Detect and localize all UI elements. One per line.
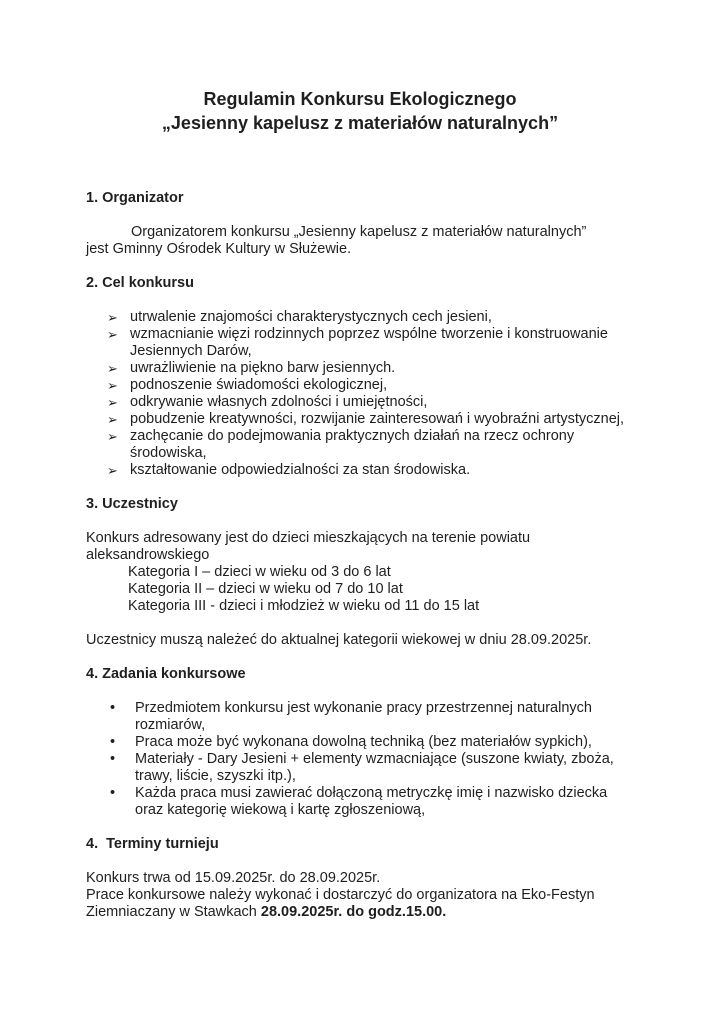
list-item-text: wzmacnianie więzi rodzinnych poprzez wspólne tworzenie i konstruowanie Jesiennych Darów,: [130, 326, 608, 359]
list-item: [86, 700, 634, 734]
disc-bullet-icon: •: [110, 734, 116, 750]
arrow-bullet-icon: ➢: [107, 429, 118, 444]
list-item: [86, 462, 634, 479]
terminy-deadline: 28.09.2025r. do godz.15.00.: [260, 904, 447, 920]
category-line: Kategoria I – dzieci w wieku od 3 do 6 lat: [128, 564, 391, 580]
list-item-text: kształtowanie odpowiedzialności za stan środowiska.: [130, 462, 471, 478]
section-heading-zadania: 4. Zadania konkursowe: [86, 666, 246, 682]
list-item: [86, 411, 634, 428]
list-item-text: zachęcanie do podejmowania praktycznych działań na rzecz ochrony środowiska,: [130, 428, 575, 461]
list-item: [86, 394, 634, 411]
list-item-text: Materiały - Dary Jesieni + elementy wzmacniające (suszone kwiaty, zboża, trawy, liście, szyszki itp.),: [135, 751, 614, 784]
cel-list: [86, 309, 634, 479]
section-heading-terminy: 4. Terminy turnieju: [86, 836, 219, 852]
organizator-line1: Organizatorem konkursu „Jesienny kapelusz z materiałów naturalnych”: [131, 224, 587, 240]
list-item: [86, 734, 634, 751]
terminy-paragraph: [86, 870, 634, 921]
category-line: Kategoria III - dzieci i młodzież w wieku od 11 do 15 lat: [128, 598, 480, 614]
list-item-text: Praca może być wykonana dowolną techniką (bez materiałów sypkich),: [135, 734, 592, 750]
uczestnicy-categories: [86, 564, 634, 615]
section-heading-cel: 2. Cel konkursu: [86, 275, 194, 291]
list-item: [86, 428, 634, 462]
list-item-text: odkrywanie własnych zdolności i umiejętności,: [130, 394, 428, 410]
arrow-bullet-icon: ➢: [107, 463, 118, 478]
uczestnicy-intro: Konkurs adresowany jest do dzieci mieszkających na terenie powiatu aleksandrowskiego: [86, 530, 531, 563]
terminy-line3-normal: Ziemniaczany w Stawkach: [86, 904, 261, 920]
arrow-bullet-icon: ➢: [107, 412, 118, 427]
organizator-paragraph: [86, 224, 634, 258]
section-heading-organizator: 1. Organizator: [86, 190, 184, 206]
arrow-bullet-icon: ➢: [107, 327, 118, 342]
zadania-list: [86, 700, 634, 819]
organizator-line2: jest Gminny Ośrodek Kultury w Służewie.: [86, 241, 352, 257]
list-item-text: Każda praca musi zawierać dołączoną metryczkę imię i nazwisko dziecka oraz kategorię wiekową i kartę zgłoszeniową,: [135, 785, 608, 818]
terminy-line2: Prace konkursowe należy wykonać i dostarczyć do organizatora na Eko-Festyn: [86, 887, 595, 903]
category-line: Kategoria II – dzieci w wieku od 7 do 10 lat: [128, 581, 403, 597]
section-heading-uczestnicy: 3. Uczestnicy: [86, 496, 178, 512]
list-item-text: pobudzenie kreatywności, rozwijanie zainteresowań i wyobraźni artystycznej,: [130, 411, 625, 427]
terminy-line3: [86, 904, 634, 921]
disc-bullet-icon: •: [110, 785, 116, 801]
arrow-bullet-icon: ➢: [107, 310, 118, 325]
document-title-line2: „Jesienny kapelusz z materiałów naturalnych”: [161, 113, 559, 133]
disc-bullet-icon: •: [110, 751, 116, 767]
uczestnicy-note: Uczestnicy muszą należeć do aktualnej kategorii wiekowej w dniu 28.09.2025r.: [86, 632, 592, 648]
disc-bullet-icon: •: [110, 700, 116, 716]
list-item-text: uwrażliwienie na piękno barw jesiennych.: [130, 360, 396, 376]
list-item-text: Przedmiotem konkursu jest wykonanie pracy przestrzennej naturalnych rozmiarów,: [135, 700, 592, 733]
arrow-bullet-icon: ➢: [107, 378, 118, 393]
arrow-bullet-icon: ➢: [107, 395, 118, 410]
document-title-line1: Regulamin Konkursu Ekologicznego: [203, 89, 517, 109]
document-title: [86, 87, 634, 135]
list-item-text: utrwalenie znajomości charakterystycznych cech jesieni,: [130, 309, 492, 325]
list-item: [86, 309, 634, 326]
list-item: [86, 326, 634, 360]
list-item-text: podnoszenie świadomości ekologicznej,: [130, 377, 388, 393]
list-item: [86, 377, 634, 394]
list-item: [86, 751, 634, 785]
arrow-bullet-icon: ➢: [107, 361, 118, 376]
list-item: [86, 785, 634, 819]
terminy-line1: Konkurs trwa od 15.09.2025r. do 28.09.2025r.: [86, 870, 381, 886]
list-item: [86, 360, 634, 377]
